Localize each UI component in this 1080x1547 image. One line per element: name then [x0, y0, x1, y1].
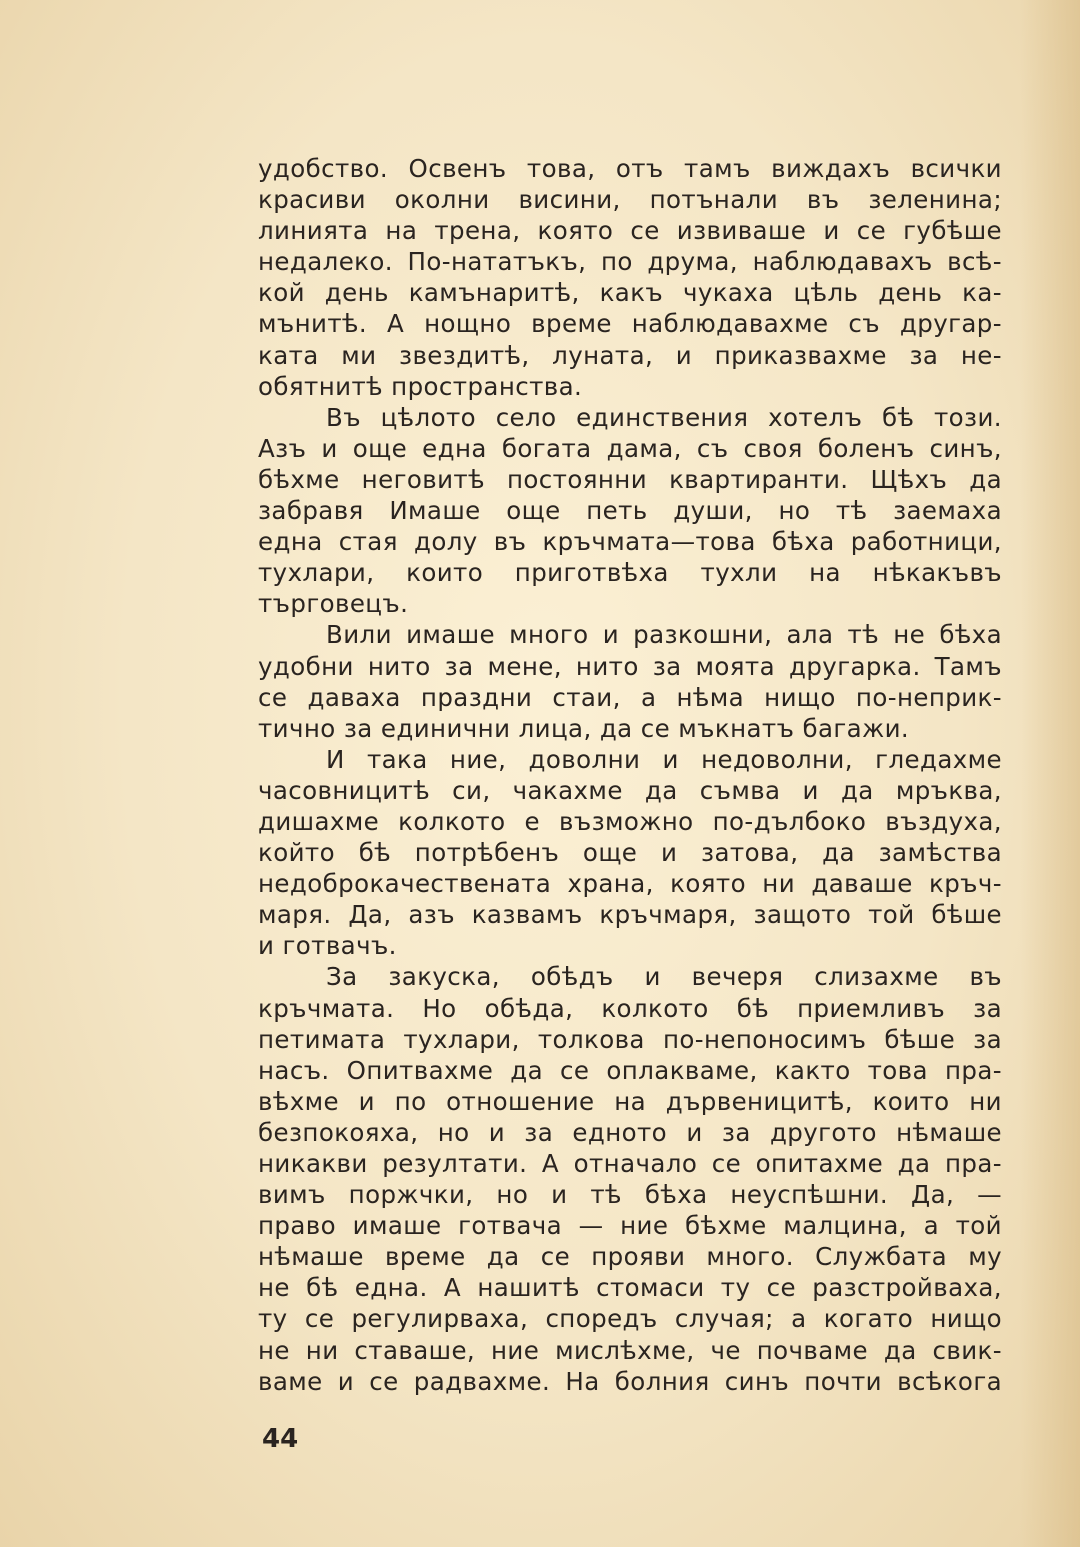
- text-line: и готвачъ.: [258, 931, 397, 961]
- text-line: петимата тухлари, толкова по-непоносимъ бѣше за: [258, 1024, 1002, 1054]
- text-line: удобство. Освенъ това, отъ тамъ виждахъ всички: [258, 154, 1002, 183]
- text-line: не ни ставаше, ние мислѣхме, че почваме да свик-: [258, 1335, 1002, 1365]
- text-line: тично за единични лица, да се мъкнатъ багажи.: [258, 713, 910, 743]
- text-line: ваме и се радвахме. На болния синъ почти всѣкога: [258, 1366, 1002, 1396]
- text-line: насъ. Опитвахме да се оплакваме, както това пра-: [258, 1055, 1002, 1085]
- text-line: часовницитѣ си, чакахме да съмва и да мръква,: [258, 775, 1002, 805]
- text-line: обятнитѣ пространства.: [258, 371, 583, 401]
- text-line: удобни нито за мене, нито за моята другарка. Тамъ: [258, 651, 1002, 681]
- text-line: безпокояха, но и за едното и за другото нѣмаше: [258, 1117, 1002, 1147]
- text-line: дишахме колкото е възможно по-дълбоко въздуха,: [258, 806, 1002, 836]
- text-line: мънитѣ. А нощно време наблюдавахме съ другар-: [258, 309, 1002, 339]
- text-line: недалеко. По-нататъкъ, по друма, наблюдавахъ всѣ-: [258, 247, 1002, 277]
- text-line: линията на трена, която се извиваше и се губѣше: [258, 216, 1002, 246]
- text-line: бѣхме неговитѣ постоянни квартиранти. Щѣхъ да: [258, 464, 1002, 494]
- text-line: никакви резултати. А отначало се опитахме да пра-: [258, 1149, 1002, 1178]
- text-line: вѣхме и по отношение на дървеницитѣ, които ни: [258, 1086, 1002, 1116]
- body-text: [258, 153, 1002, 1397]
- text-line: забравя Имаше още петь души, но тѣ заемаха: [258, 496, 1002, 526]
- text-line: се даваха праздни стаи, а нѣма нищо по-неприк-: [258, 682, 1002, 712]
- text-line: една стая долу въ кръчмата—това бѣха работници,: [258, 527, 1002, 557]
- text-line: тухлари, които приготвѣха тухли на нѣкакъвъ: [258, 558, 1002, 588]
- text-line: кой день камънаритѣ, какъ чукаха цѣль день ка-: [258, 278, 1002, 308]
- text-line: Вили имаше много и разкошни, ала тѣ не бѣха: [326, 620, 1002, 650]
- text-line: Азъ и още една богата дама, съ своя боленъ синъ,: [258, 433, 1002, 463]
- text-line: недоброкачествената храна, която ни даваше кръч-: [258, 869, 1002, 899]
- text-line: който бѣ потрѣбенъ още и затова, да замѣства: [258, 838, 1002, 868]
- text-line: ката ми звездитѣ, луната, и приказвахме за не-: [258, 340, 1002, 370]
- page-number: 44: [262, 1424, 299, 1454]
- text-line: И така ние, доволни и недоволни, гледахме: [326, 744, 1002, 774]
- text-line: маря. Да, азъ казвамъ кръчмаря, защото той бѣше: [258, 900, 1002, 930]
- text-line: ту се регулирваха, споредъ случая; а когато нищо: [258, 1304, 1002, 1334]
- text-line: нѣмаше време да се прояви много. Службата му: [258, 1242, 1002, 1272]
- text-line: За закуска, обѣдъ и вечеря слизахме въ: [326, 962, 1002, 992]
- text-line: красиви околни висини, потънали въ зеленина;: [258, 185, 1002, 215]
- text-line: право имаше готвача — ние бѣхме малцина, а той: [258, 1211, 1002, 1241]
- text-line: търговецъ.: [258, 589, 409, 619]
- text-line: Въ цѣлото село единствения хотелъ бѣ този.: [326, 402, 1002, 432]
- text-line: вимъ поржчки, но и тѣ бѣха неуспѣшни. Да, —: [258, 1180, 1002, 1210]
- text-line: кръчмата. Но обѣда, колкото бѣ приемливъ за: [258, 993, 1002, 1023]
- text-line: не бѣ една. А нашитѣ стомаси ту се разстройваха,: [258, 1273, 1002, 1303]
